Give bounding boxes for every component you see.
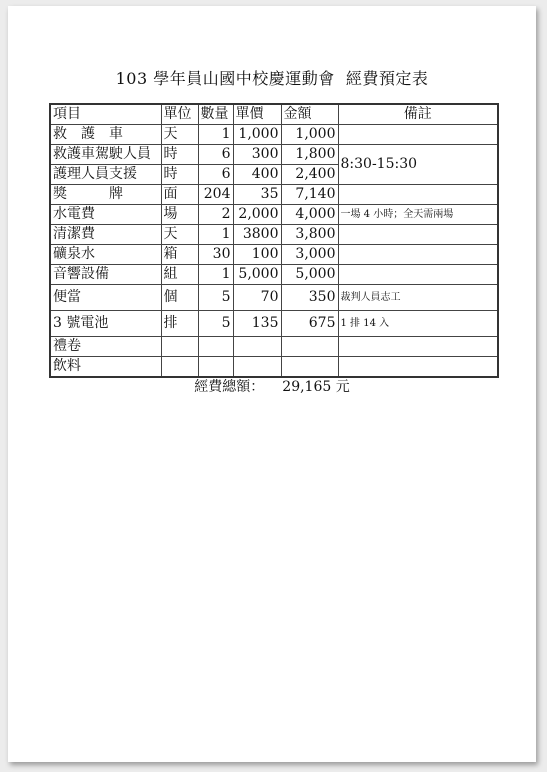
cell-price: 35: [233, 185, 281, 205]
cell-item: 清潔費: [50, 225, 161, 245]
cell-item: 水電費: [50, 205, 161, 225]
table-row: [50, 265, 498, 285]
cell-price: 135: [233, 311, 281, 337]
cell-qty: 30: [198, 245, 233, 265]
cell-qty: 5: [198, 311, 233, 337]
table-row: [50, 225, 498, 245]
cell-unit: 排: [161, 311, 198, 337]
cell-qty: 2: [198, 205, 233, 225]
cell-item: 礦泉水: [50, 245, 161, 265]
cell-amount: [281, 337, 338, 357]
cell-price: 2,000: [233, 205, 281, 225]
cell-price: 3800: [233, 225, 281, 245]
cell-qty: 5: [198, 285, 233, 311]
cell-remark: [338, 225, 498, 245]
cell-unit: [161, 357, 198, 378]
table-header-row: [50, 104, 498, 125]
cell-qty: 6: [198, 145, 233, 165]
document-title: 103 學年員山國中校慶運動會 經費預定表: [115, 69, 429, 88]
cell-amount: 2,400: [281, 165, 338, 185]
cell-unit: 時: [161, 145, 198, 165]
cell-item: 便當: [50, 285, 161, 311]
cell-amount: 675: [281, 311, 338, 337]
cell-qty: 1: [198, 125, 233, 145]
cell-remark: [338, 265, 498, 285]
table-row: [50, 357, 498, 378]
header-item: 項目: [50, 104, 161, 125]
cell-item: 護理人員支援: [50, 165, 161, 185]
cell-qty: 1: [198, 265, 233, 285]
cell-price: 400: [233, 165, 281, 185]
cell-amount: 5,000: [281, 265, 338, 285]
cell-amount: 4,000: [281, 205, 338, 225]
cell-item: 救護車駕駛人員: [50, 145, 161, 165]
cell-price: 70: [233, 285, 281, 311]
cell-remark: [338, 357, 498, 378]
cell-amount: 1,800: [281, 145, 338, 165]
cell-qty: 204: [198, 185, 233, 205]
cell-remark: [338, 125, 498, 145]
table-row: [50, 285, 498, 311]
document-page: [8, 6, 536, 762]
cell-remark: [338, 337, 498, 357]
total-label: 經費總額：: [194, 379, 265, 395]
cell-item: 獎 牌: [50, 185, 161, 205]
table-row: [50, 125, 498, 145]
total-line: [8, 376, 536, 396]
cell-price: 100: [233, 245, 281, 265]
header-remark: 備註: [338, 104, 498, 125]
cell-remark: 1 排 14 入: [338, 311, 498, 337]
cell-remark: [338, 185, 498, 205]
cell-unit: 面: [161, 185, 198, 205]
cell-price: 5,000: [233, 265, 281, 285]
cell-unit: 時: [161, 165, 198, 185]
cell-unit: 組: [161, 265, 198, 285]
cell-price: 1,000: [233, 125, 281, 145]
cell-remark: 裁判人員志工: [338, 285, 498, 311]
cell-item: 音響設備: [50, 265, 161, 285]
cell-qty: 6: [198, 165, 233, 185]
table-row: [50, 205, 498, 225]
cell-remark: 8:30-15:30: [338, 145, 498, 185]
header-price: 單價: [233, 104, 281, 125]
cell-item: 救 護 車: [50, 125, 161, 145]
total-value: 29,165 元: [282, 379, 350, 395]
header-unit: 單位: [161, 104, 198, 125]
cell-amount: 3,000: [281, 245, 338, 265]
cell-unit: 個: [161, 285, 198, 311]
header-amount: 金額: [281, 104, 338, 125]
cell-qty: 1: [198, 225, 233, 245]
cell-unit: 箱: [161, 245, 198, 265]
cell-amount: 1,000: [281, 125, 338, 145]
cell-price: [233, 337, 281, 357]
cell-unit: 天: [161, 225, 198, 245]
cell-remark: 一場 4 小時；全天需兩場: [338, 205, 498, 225]
table-row: [50, 311, 498, 337]
cell-unit: 天: [161, 125, 198, 145]
cell-amount: [281, 357, 338, 378]
cell-unit: 場: [161, 205, 198, 225]
cell-price: 300: [233, 145, 281, 165]
table-row: [50, 337, 498, 357]
budget-table: [49, 103, 499, 378]
cell-qty: [198, 337, 233, 357]
cell-amount: 350: [281, 285, 338, 311]
cell-qty: [198, 357, 233, 378]
cell-item: 禮卷: [50, 337, 161, 357]
cell-item: 3 號電池: [50, 311, 161, 337]
cell-price: [233, 357, 281, 378]
cell-unit: [161, 337, 198, 357]
cell-item: 飲料: [50, 357, 161, 378]
cell-amount: 7,140: [281, 185, 338, 205]
cell-amount: 3,800: [281, 225, 338, 245]
table-row: [50, 245, 498, 265]
table-row: [50, 145, 498, 165]
cell-remark: [338, 245, 498, 265]
header-qty: 數量: [198, 104, 233, 125]
table-row: [50, 185, 498, 205]
